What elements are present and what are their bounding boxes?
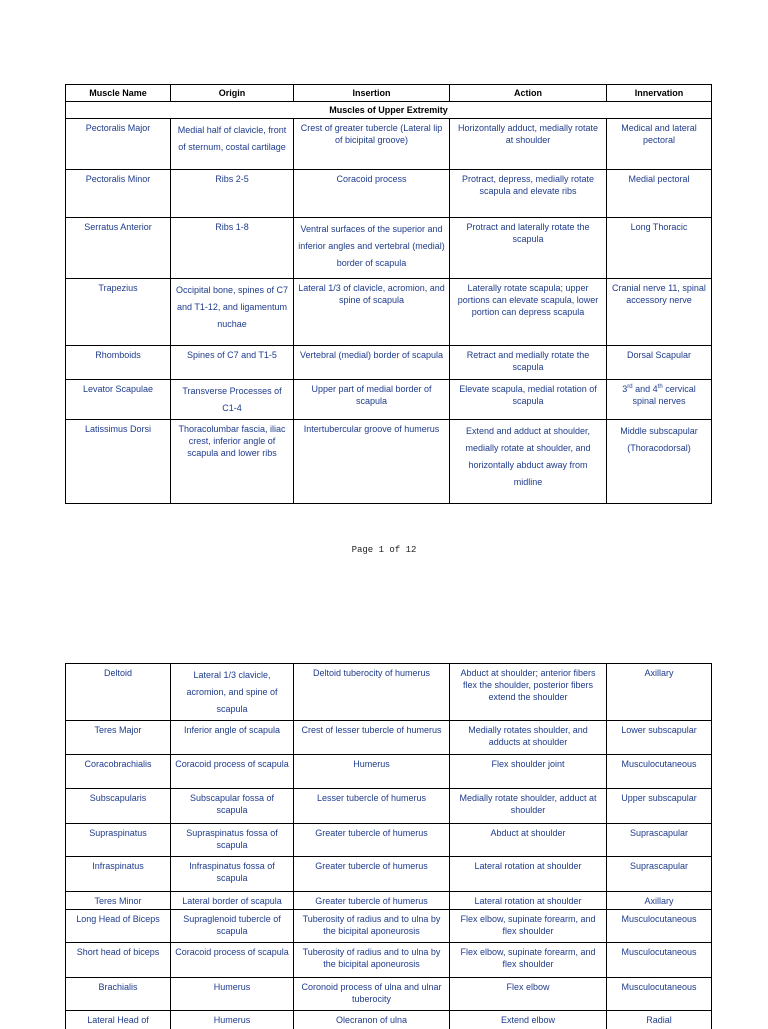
innervation-cell: Middle subscapular (Thoracodorsal) (607, 420, 712, 504)
innervation-cell: Suprascapular (607, 824, 712, 857)
section-title: Muscles of Upper Extremity (66, 102, 712, 119)
insertion-cell: Greater tubercle of humerus (294, 857, 450, 892)
origin-cell: Subscapular fossa of scapula (171, 789, 294, 824)
muscle-name-cell: Long Head of Biceps (66, 910, 171, 943)
table-row (66, 119, 712, 170)
innervation-cell: Lower subscapular (607, 721, 712, 755)
innervation-cell: Musculocutaneous (607, 943, 712, 978)
header-action: Action (450, 85, 607, 102)
muscle-name-cell: Short head of biceps (66, 943, 171, 978)
innervation-cell (607, 380, 712, 420)
insertion-cell: Coronoid process of ulna and ulnar tuberocity (294, 978, 450, 1011)
header-muscle-name: Muscle Name (66, 85, 171, 102)
header-origin: Origin (171, 85, 294, 102)
table-row (66, 279, 712, 346)
insertion-cell: Olecranon of ulna (294, 1011, 450, 1029)
muscle-name-cell: Infraspinatus (66, 857, 171, 892)
action-cell: Abduct at shoulder (450, 824, 607, 857)
action-cell: Flex elbow (450, 978, 607, 1011)
table-row (66, 218, 712, 279)
table-row (66, 943, 712, 978)
table-row (66, 170, 712, 218)
muscle-name-cell: Trapezius (66, 279, 171, 346)
table-row (66, 978, 712, 1011)
table-row (66, 910, 712, 943)
insertion-cell: Crest of lesser tubercle of humerus (294, 721, 450, 755)
table-row (66, 824, 712, 857)
action-cell: Extend and adduct at shoulder, medially rotate at shoulder, and horizontally abduct away from midline (450, 420, 607, 504)
muscle-name-cell: Lateral Head of (66, 1011, 171, 1029)
action-cell: Retract and medially rotate the scapula (450, 346, 607, 380)
innervation-cell: Radial (607, 1011, 712, 1029)
origin-cell: Thoracolumbar fascia, iliac crest, inferior angle of scapula and lower ribs (171, 420, 294, 504)
innervation-cell: Musculocutaneous (607, 910, 712, 943)
origin-cell: Lateral 1/3 clavicle, acromion, and spine of scapula (171, 664, 294, 721)
insertion-cell: Greater tubercle of humerus (294, 824, 450, 857)
innervation-cell: Cranial nerve 11, spinal accessory nerve (607, 279, 712, 346)
origin-cell: Humerus (171, 978, 294, 1011)
section-row (66, 102, 712, 119)
origin-cell: Coracoid process of scapula (171, 755, 294, 789)
action-cell: Protract and laterally rotate the scapula (450, 218, 607, 279)
origin-cell: Supraspinatus fossa of scapula (171, 824, 294, 857)
muscle-name-cell: Serratus Anterior (66, 218, 171, 279)
origin-cell: Inferior angle of scapula (171, 721, 294, 755)
muscle-name-cell: Pectoralis Major (66, 119, 171, 170)
origin-cell: Supraglenoid tubercle of scapula (171, 910, 294, 943)
table-row (66, 892, 712, 910)
insertion-cell: Lateral 1/3 of clavicle, acromion, and spine of scapula (294, 279, 450, 346)
muscle-name-cell: Latissimus Dorsi (66, 420, 171, 504)
insertion-cell: Intertubercular groove of humerus (294, 420, 450, 504)
insertion-cell: Upper part of medial border of scapula (294, 380, 450, 420)
table-row (66, 380, 712, 420)
table-row (66, 664, 712, 721)
action-cell: Flex elbow, supinate forearm, and flex shoulder (450, 910, 607, 943)
table-row (66, 721, 712, 755)
innervation-cell: Long Thoracic (607, 218, 712, 279)
origin-cell: Lateral border of scapula (171, 892, 294, 910)
header-insertion: Insertion (294, 85, 450, 102)
table-row (66, 789, 712, 824)
header-innervation: Innervation (607, 85, 712, 102)
action-cell: Elevate scapula, medial rotation of scapula (450, 380, 607, 420)
action-cell: Lateral rotation at shoulder (450, 892, 607, 910)
innervation-cell: Axillary (607, 664, 712, 721)
muscle-name-cell: Brachialis (66, 978, 171, 1011)
ordinal-suffix: th (657, 384, 663, 390)
muscle-name-cell: Coracobrachialis (66, 755, 171, 789)
innervation-cell: Upper subscapular (607, 789, 712, 824)
action-cell: Abduct at shoulder; anterior fibers flex the shoulder, posterior fibers extend the shoulder (450, 664, 607, 721)
action-cell: Flex elbow, supinate forearm, and flex shoulder (450, 943, 607, 978)
innervation-cell: Musculocutaneous (607, 978, 712, 1011)
origin-cell: Medial half of clavicle, front of sternum, costal cartilage (171, 119, 294, 170)
muscle-name-cell: Deltoid (66, 664, 171, 721)
ordinal-suffix: rd (627, 384, 633, 390)
insertion-cell: Tuberosity of radius and to ulna by the bicipital aponeurosis (294, 910, 450, 943)
innervation-text-end: cervical spinal nerves (632, 384, 696, 406)
muscle-name-cell: Subscapularis (66, 789, 171, 824)
insertion-cell: Humerus (294, 755, 450, 789)
action-cell: Protract, depress, medially rotate scapula and elevate ribs (450, 170, 607, 218)
origin-cell: Infraspinatus fossa of scapula (171, 857, 294, 892)
action-cell: Horizontally adduct, medially rotate at shoulder (450, 119, 607, 170)
action-cell: Flex shoulder joint (450, 755, 607, 789)
insertion-cell: Lesser tubercle of humerus (294, 789, 450, 824)
table-row (66, 857, 712, 892)
table-row (66, 1011, 712, 1029)
action-cell: Medially rotate shoulder, adduct at shoulder (450, 789, 607, 824)
muscle-table-page-1 (65, 84, 712, 504)
action-cell: Extend elbow (450, 1011, 607, 1029)
table-row (66, 755, 712, 789)
page-number: Page 1 of 12 (351, 545, 417, 555)
innervation-cell: Axillary (607, 892, 712, 910)
action-cell: Laterally rotate scapula; upper portions can elevate scapula, lower portion can depress scapula (450, 279, 607, 346)
insertion-cell: Tuberosity of radius and to ulna by the bicipital aponeurosis (294, 943, 450, 978)
innervation-cell: Suprascapular (607, 857, 712, 892)
insertion-cell: Greater tubercle of humerus (294, 892, 450, 910)
muscle-name-cell: Levator Scapulae (66, 380, 171, 420)
innervation-cell: Medical and lateral pectoral (607, 119, 712, 170)
innervation-text-mid: and 4 (632, 384, 658, 394)
action-cell: Lateral rotation at shoulder (450, 857, 607, 892)
muscle-name-cell: Teres Major (66, 721, 171, 755)
origin-cell: Spines of C7 and T1-5 (171, 346, 294, 380)
innervation-cell: Musculocutaneous (607, 755, 712, 789)
muscle-name-cell: Supraspinatus (66, 824, 171, 857)
innervation-text-start: 3 (622, 384, 628, 394)
muscle-name-cell: Rhomboids (66, 346, 171, 380)
header-row (66, 85, 712, 102)
insertion-cell: Ventral surfaces of the superior and inferior angles and vertebral (medial) border of scapula (294, 218, 450, 279)
muscle-name-cell: Teres Minor (66, 892, 171, 910)
insertion-cell: Coracoid process (294, 170, 450, 218)
muscle-name-cell: Pectoralis Minor (66, 170, 171, 218)
insertion-cell: Vertebral (medial) border of scapula (294, 346, 450, 380)
insertion-cell: Deltoid tuberocity of humerus (294, 664, 450, 721)
origin-cell: Ribs 2-5 (171, 170, 294, 218)
origin-cell: Ribs 1-8 (171, 218, 294, 279)
origin-cell: Coracoid process of scapula (171, 943, 294, 978)
insertion-cell: Crest of greater tubercle (Lateral lip of bicipital groove) (294, 119, 450, 170)
table-row (66, 346, 712, 380)
innervation-cell: Medial pectoral (607, 170, 712, 218)
origin-cell: Transverse Processes of C1-4 (171, 380, 294, 420)
table-row (66, 420, 712, 504)
muscle-table-page-2 (65, 663, 712, 1029)
origin-cell: Occipital bone, spines of C7 and T1-12, and ligamentum nuchae (171, 279, 294, 346)
action-cell: Medially rotates shoulder, and adducts at shoulder (450, 721, 607, 755)
origin-cell: Humerus (171, 1011, 294, 1029)
innervation-cell: Dorsal Scapular (607, 346, 712, 380)
